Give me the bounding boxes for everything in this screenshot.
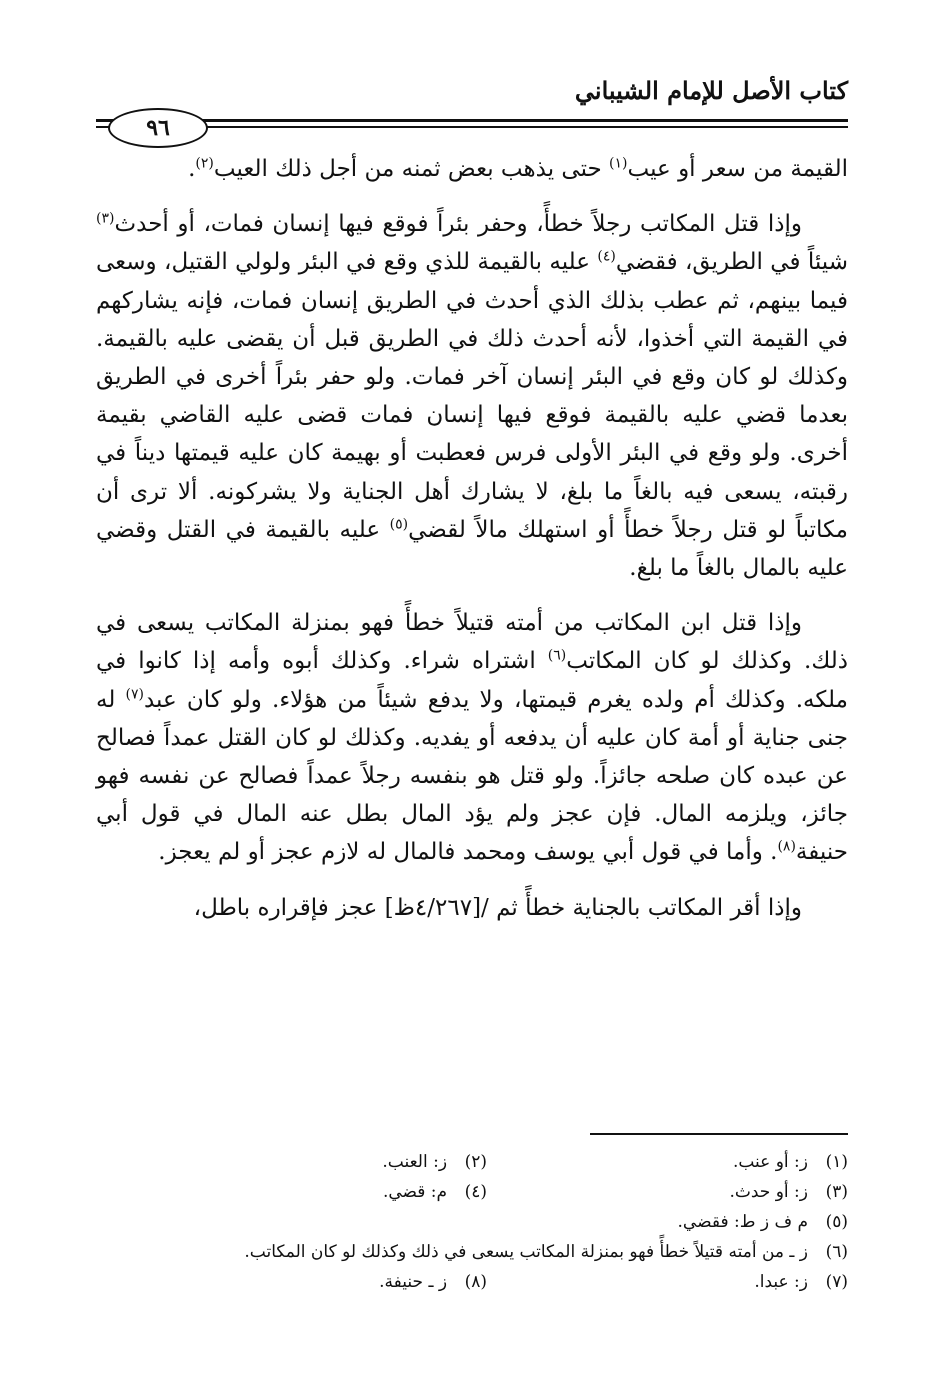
footnote-3 xyxy=(487,1177,848,1207)
text-run: وإذا أقر المكاتب بالجناية خطأً ثم /[٤/٢٦٧ظ] عجز فإقراره باطل، xyxy=(193,894,802,921)
header-rule-thick xyxy=(96,119,848,122)
footnote-number: (٧) xyxy=(825,1272,848,1292)
footnote-6 xyxy=(96,1237,848,1267)
footnote-number: (٢) xyxy=(464,1152,488,1172)
footnote-ref-8[interactable]: (٨) xyxy=(777,838,796,855)
footnote-row xyxy=(96,1147,848,1177)
footnote-number: (٤) xyxy=(464,1182,488,1202)
footnote-text: ز ـ حنيفة. xyxy=(379,1272,448,1292)
footnote-number: (٨) xyxy=(464,1272,488,1292)
footnote-number: (٦) xyxy=(825,1242,848,1262)
text-run: له جنى جناية أو أمة كان عليه أن يدفعه أو يفديه. وكذلك لو كان القتل عمداً فصالح عن عبده كان صلحه جائزاً. ولو قتل هو بنفسه رجلاً عمداً فصالح عن نفسه فهو جائز، ويلزمه المال. فإن عجز ولم يؤد المال بطل عنه المال في قول أبي حنيفة xyxy=(96,686,848,866)
text-run: . xyxy=(188,156,196,182)
footnote-1 xyxy=(487,1147,848,1177)
footnote-ref-2[interactable]: (٢) xyxy=(195,155,214,172)
text-run: القيمة من سعر أو عيب xyxy=(627,156,848,182)
footnote-text: ز: أو عنب. xyxy=(732,1152,808,1172)
text-run: . وأما في قول أبي يوسف ومحمد فالمال له لازم عجز أو لم يعجز. xyxy=(158,839,778,866)
footnote-8 xyxy=(126,1267,487,1297)
paragraph-4 xyxy=(96,889,848,927)
text-run: وإذا قتل ابن المكاتب من أمته قتيلاً خطأً فهو بمنزلة المكاتب يسعى في ذلك. وكذلك لو كان المكاتب xyxy=(96,610,848,675)
paragraph-1 xyxy=(96,150,848,188)
footnote-ref-7[interactable]: (٧) xyxy=(125,685,144,702)
footnote-row xyxy=(96,1177,848,1207)
footnote-ref-1[interactable]: (١) xyxy=(609,155,628,172)
footnote-ref-5[interactable]: (٥) xyxy=(389,516,409,533)
text-run: اشتراه شراء. وكذلك أبوه وأمه إذا كانوا في ملكه. وكذلك أم ولده يغرم قيمتها، ولا يدفع شيئاً من هؤلاء. ولو كان عبد xyxy=(96,648,848,713)
footnote-4 xyxy=(126,1177,487,1207)
text-run: حتى يذهب بعض ثمنه من أجل ذلك العيب xyxy=(213,156,610,182)
footnote-7 xyxy=(487,1267,848,1297)
footnote-5 xyxy=(96,1207,848,1237)
footnote-row xyxy=(96,1207,848,1237)
footnote-number: (٣) xyxy=(825,1182,848,1202)
text-run: عليه بالقيمة للذي وقع في البئر ولولي القتيل، وسعى فيما بينهم، ثم عطب بذلك الذي أحدث في الطريق إنسان فمات، فإنه يشاركهم في القيمة التي أخذوا، لأنه أحدث ذلك في الطريق قبل أن يقضى عليه بالقيمة. وكذلك لو كان وقع في البئر إنسان آخر فمات. ولو حفر بئراً أخرى في الطريق بعدما قضي عليه بالقيمة فوقع فيها إنسان فمات قضى عليه القاضي بقيمة أخرى. ولو وقع في البئر الأولى فرس فعطبت أو بهيمة كان عليه قيمتها ديناً في رقبته، يسعى فيه بالغاً ما بلغ، لا يشارك أهل الجناية ولا يشركونه. ألا ترى أن مكاتباً لو قتل رجلاً خطأً أو استهلك مالاً لقضي xyxy=(96,249,848,543)
footnote-row xyxy=(96,1237,848,1267)
footnote-number: (٥) xyxy=(825,1212,848,1232)
footnote-ref-4[interactable]: (٤) xyxy=(597,248,616,265)
footnote-2 xyxy=(126,1147,487,1177)
header-rule-thin xyxy=(96,126,848,128)
text-run: شيئاً في الطريق، فقضي xyxy=(615,249,849,276)
paragraph-3 xyxy=(96,604,848,871)
footnotes xyxy=(96,1147,848,1297)
footnote-ref-6[interactable]: (٦) xyxy=(547,647,567,664)
text-run: وإذا قتل المكاتب رجلاً خطأً، وحفر بئراً فوقع فيها إنسان فمات، أو أحدث xyxy=(114,211,802,238)
footnote-number: (١) xyxy=(825,1152,848,1172)
footnote-text: م: قضي. xyxy=(382,1182,448,1202)
footnote-text: ز: أو حدث. xyxy=(729,1182,808,1202)
footnote-text: م ف ز ط: فقضي. xyxy=(677,1212,808,1232)
main-text xyxy=(96,150,848,944)
page-number-badge xyxy=(108,108,208,148)
text-run: عليه بالقيمة في القتل وقضي عليه بالمال بالغاً ما بلغ. xyxy=(96,516,848,582)
page-number: ٩٦ xyxy=(146,115,170,141)
paragraph-2 xyxy=(96,205,848,587)
footnote-text: ز ـ من أمته قتيلاً خطأً فهو بمنزلة المكاتب يسعى في ذلك وكذلك لو كان المكاتب. xyxy=(244,1242,808,1262)
footnote-ref-3[interactable]: (٣) xyxy=(96,210,115,227)
footnote-separator xyxy=(590,1133,848,1135)
footnote-row xyxy=(96,1267,848,1297)
footnote-text: ز: عبدا. xyxy=(754,1272,808,1292)
running-header-title: كتاب الأصل للإمام الشيباني xyxy=(574,76,848,105)
footnote-text: ز: العنب. xyxy=(382,1152,448,1172)
